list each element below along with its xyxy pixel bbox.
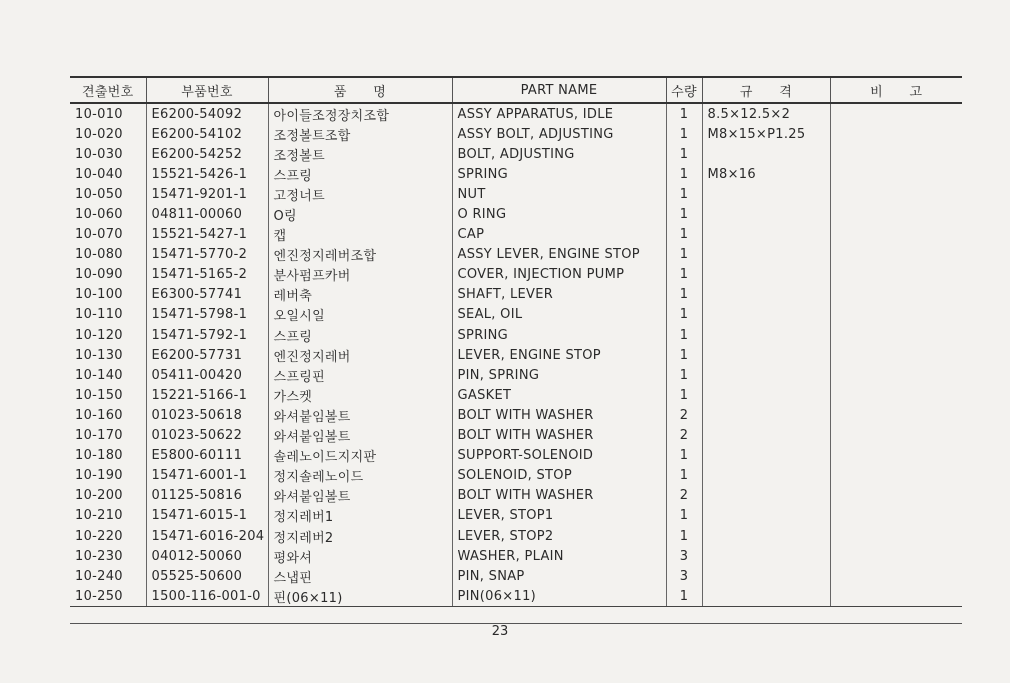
parts-table (70, 76, 962, 607)
spec-cell (702, 245, 830, 265)
header-remark: 비 고 (830, 77, 962, 103)
name-kr-cell: 오일시일 (268, 305, 452, 325)
spec-cell (702, 466, 830, 486)
ref-no-cell: 10-160 (70, 405, 146, 425)
spec-cell (702, 325, 830, 345)
table-row (70, 325, 962, 345)
spec-cell (702, 265, 830, 285)
remark-cell (830, 486, 962, 506)
qty-cell: 1 (666, 305, 702, 325)
spec-cell (702, 225, 830, 245)
remark-cell (830, 204, 962, 224)
ref-no-cell: 10-110 (70, 305, 146, 325)
table-row (70, 466, 962, 486)
spec-cell (702, 566, 830, 586)
table-row (70, 225, 962, 245)
spec-cell (702, 285, 830, 305)
qty-cell: 1 (666, 285, 702, 305)
table-header-row (70, 77, 962, 103)
remark-cell (830, 566, 962, 586)
ref-no-cell: 10-070 (70, 225, 146, 245)
ref-no-cell: 10-120 (70, 325, 146, 345)
ref-no-cell: 10-020 (70, 124, 146, 144)
header-part-no: 부품번호 (146, 77, 268, 103)
qty-cell: 1 (666, 506, 702, 526)
qty-cell: 1 (666, 385, 702, 405)
ref-no-cell: 10-050 (70, 184, 146, 204)
spec-cell (702, 345, 830, 365)
ref-no-cell: 10-190 (70, 466, 146, 486)
table-row (70, 345, 962, 365)
spec-cell (702, 426, 830, 446)
part-no-cell: E5800-60111 (146, 446, 268, 466)
ref-no-cell: 10-240 (70, 566, 146, 586)
name-kr-cell: 정지솔레노이드 (268, 466, 452, 486)
table-row (70, 566, 962, 586)
name-kr-cell: 스프링 (268, 164, 452, 184)
remark-cell (830, 426, 962, 446)
qty-cell: 1 (666, 446, 702, 466)
qty-cell: 1 (666, 184, 702, 204)
name-kr-cell: 고정너트 (268, 184, 452, 204)
qty-cell: 1 (666, 144, 702, 164)
remark-cell (830, 345, 962, 365)
part-name-cell: ASSY BOLT, ADJUSTING (452, 124, 666, 144)
name-kr-cell: 엔진정지레버 (268, 345, 452, 365)
part-name-cell: SOLENOID, STOP (452, 466, 666, 486)
ref-no-cell: 10-010 (70, 103, 146, 124)
header-qty: 수량 (666, 77, 702, 103)
header-name-kr: 품 명 (268, 77, 452, 103)
spec-cell (702, 144, 830, 164)
qty-cell: 3 (666, 566, 702, 586)
name-kr-cell: 조정볼트조합 (268, 124, 452, 144)
qty-cell: 1 (666, 325, 702, 345)
ref-no-cell: 10-250 (70, 586, 146, 607)
part-no-cell: 15471-6015-1 (146, 506, 268, 526)
remark-cell (830, 446, 962, 466)
part-name-cell: SPRING (452, 164, 666, 184)
ref-no-cell: 10-060 (70, 204, 146, 224)
remark-cell (830, 285, 962, 305)
part-name-cell: BOLT, ADJUSTING (452, 144, 666, 164)
ref-no-cell: 10-180 (70, 446, 146, 466)
part-no-cell: E6200-54102 (146, 124, 268, 144)
part-name-cell: NUT (452, 184, 666, 204)
qty-cell: 1 (666, 265, 702, 285)
ref-no-cell: 10-080 (70, 245, 146, 265)
spec-cell: M8×16 (702, 164, 830, 184)
name-kr-cell: 와셔붙임볼트 (268, 486, 452, 506)
ref-no-cell: 10-230 (70, 546, 146, 566)
part-no-cell: 04012-50060 (146, 546, 268, 566)
name-kr-cell: 가스켓 (268, 385, 452, 405)
ref-no-cell: 10-210 (70, 506, 146, 526)
part-name-cell: WASHER, PLAIN (452, 546, 666, 566)
part-no-cell: 15471-5792-1 (146, 325, 268, 345)
name-kr-cell: 캡 (268, 225, 452, 245)
part-no-cell: 15471-6001-1 (146, 466, 268, 486)
name-kr-cell: 스프링핀 (268, 365, 452, 385)
qty-cell: 1 (666, 365, 702, 385)
table-row (70, 486, 962, 506)
spec-cell (702, 486, 830, 506)
qty-cell: 1 (666, 466, 702, 486)
spec-cell (702, 405, 830, 425)
table-row (70, 365, 962, 385)
remark-cell (830, 526, 962, 546)
name-kr-cell: 레버축 (268, 285, 452, 305)
name-kr-cell: 엔진정지레버조합 (268, 245, 452, 265)
qty-cell: 1 (666, 103, 702, 124)
part-name-cell: SEAL, OIL (452, 305, 666, 325)
remark-cell (830, 466, 962, 486)
name-kr-cell: 와셔붙임볼트 (268, 405, 452, 425)
part-name-cell: ASSY APPARATUS, IDLE (452, 103, 666, 124)
remark-cell (830, 305, 962, 325)
part-no-cell: 01023-50618 (146, 405, 268, 425)
remark-cell (830, 225, 962, 245)
header-part-name: PART NAME (452, 77, 666, 103)
ref-no-cell: 10-090 (70, 265, 146, 285)
remark-cell (830, 506, 962, 526)
spec-cell (702, 546, 830, 566)
spec-cell: M8×15×P1.25 (702, 124, 830, 144)
spec-cell (702, 526, 830, 546)
name-kr-cell: O링 (268, 204, 452, 224)
name-kr-cell: 스프링 (268, 325, 452, 345)
remark-cell (830, 385, 962, 405)
table-row (70, 305, 962, 325)
part-name-cell: CAP (452, 225, 666, 245)
qty-cell: 1 (666, 164, 702, 184)
part-name-cell: PIN(06×11) (452, 586, 666, 607)
name-kr-cell: 정지레버1 (268, 506, 452, 526)
part-name-cell: LEVER, ENGINE STOP (452, 345, 666, 365)
table-row (70, 385, 962, 405)
part-name-cell: SHAFT, LEVER (452, 285, 666, 305)
remark-cell (830, 164, 962, 184)
qty-cell: 1 (666, 245, 702, 265)
part-no-cell: 15471-5770-2 (146, 245, 268, 265)
table-row (70, 245, 962, 265)
table-row (70, 164, 962, 184)
table-row (70, 526, 962, 546)
part-name-cell: GASKET (452, 385, 666, 405)
remark-cell (830, 546, 962, 566)
header-spec: 규 격 (702, 77, 830, 103)
ref-no-cell: 10-200 (70, 486, 146, 506)
part-no-cell: 05525-50600 (146, 566, 268, 586)
remark-cell (830, 245, 962, 265)
spec-cell: 8.5×12.5×2 (702, 103, 830, 124)
part-name-cell: ASSY LEVER, ENGINE STOP (452, 245, 666, 265)
name-kr-cell: 아이들조정장치조합 (268, 103, 452, 124)
part-no-cell: 15521-5427-1 (146, 225, 268, 245)
qty-cell: 2 (666, 405, 702, 425)
table-row (70, 405, 962, 425)
ref-no-cell: 10-170 (70, 426, 146, 446)
part-no-cell: E6300-57741 (146, 285, 268, 305)
remark-cell (830, 265, 962, 285)
table-row (70, 546, 962, 566)
table-row (70, 426, 962, 446)
table-row (70, 446, 962, 466)
qty-cell: 1 (666, 124, 702, 144)
table-row (70, 285, 962, 305)
ref-no-cell: 10-040 (70, 164, 146, 184)
part-name-cell: SPRING (452, 325, 666, 345)
ref-no-cell: 10-220 (70, 526, 146, 546)
name-kr-cell: 핀(06×11) (268, 586, 452, 607)
table-body (70, 103, 962, 607)
ref-no-cell: 10-150 (70, 385, 146, 405)
part-name-cell: BOLT WITH WASHER (452, 486, 666, 506)
part-no-cell: E6200-54092 (146, 103, 268, 124)
part-no-cell: 01125-50816 (146, 486, 268, 506)
remark-cell (830, 184, 962, 204)
name-kr-cell: 스냅핀 (268, 566, 452, 586)
part-name-cell: SUPPORT-SOLENOID (452, 446, 666, 466)
spec-cell (702, 305, 830, 325)
table-row (70, 144, 962, 164)
spec-cell (702, 586, 830, 607)
qty-cell: 2 (666, 426, 702, 446)
ref-no-cell: 10-140 (70, 365, 146, 385)
table-row (70, 184, 962, 204)
name-kr-cell: 평와셔 (268, 546, 452, 566)
spec-cell (702, 506, 830, 526)
name-kr-cell: 조정볼트 (268, 144, 452, 164)
table-row (70, 586, 962, 607)
part-no-cell: E6200-57731 (146, 345, 268, 365)
table-row (70, 506, 962, 526)
part-no-cell: 15471-5798-1 (146, 305, 268, 325)
header-ref-no: 견출번호 (70, 77, 146, 103)
ref-no-cell: 10-030 (70, 144, 146, 164)
part-no-cell: 15221-5166-1 (146, 385, 268, 405)
name-kr-cell: 와셔붙임볼트 (268, 426, 452, 446)
name-kr-cell: 분사펌프카버 (268, 265, 452, 285)
spec-cell (702, 385, 830, 405)
part-no-cell: 04811-00060 (146, 204, 268, 224)
qty-cell: 1 (666, 586, 702, 607)
remark-cell (830, 144, 962, 164)
remark-cell (830, 103, 962, 124)
part-name-cell: PIN, SNAP (452, 566, 666, 586)
qty-cell: 1 (666, 204, 702, 224)
name-kr-cell: 정지레버2 (268, 526, 452, 546)
part-name-cell: COVER, INJECTION PUMP (452, 265, 666, 285)
remark-cell (830, 586, 962, 607)
part-name-cell: BOLT WITH WASHER (452, 405, 666, 425)
remark-cell (830, 124, 962, 144)
remark-cell (830, 325, 962, 345)
table-row (70, 265, 962, 285)
spec-cell (702, 365, 830, 385)
remark-cell (830, 365, 962, 385)
ref-no-cell: 10-130 (70, 345, 146, 365)
spec-cell (702, 204, 830, 224)
part-no-cell: 15471-9201-1 (146, 184, 268, 204)
table-row (70, 124, 962, 144)
part-no-cell: 05411-00420 (146, 365, 268, 385)
part-no-cell: 15521-5426-1 (146, 164, 268, 184)
part-no-cell: 15471-5165-2 (146, 265, 268, 285)
table-row (70, 204, 962, 224)
name-kr-cell: 솔레노이드지지판 (268, 446, 452, 466)
part-name-cell: BOLT WITH WASHER (452, 426, 666, 446)
qty-cell: 1 (666, 225, 702, 245)
ref-no-cell: 10-100 (70, 285, 146, 305)
qty-cell: 1 (666, 345, 702, 365)
page-number: 23 (491, 624, 509, 639)
part-no-cell: 01023-50622 (146, 426, 268, 446)
qty-cell: 3 (666, 546, 702, 566)
qty-cell: 1 (666, 526, 702, 546)
part-no-cell: 1500-116-001-0 (146, 586, 268, 607)
part-name-cell: LEVER, STOP2 (452, 526, 666, 546)
part-no-cell: 15471-6016-204 (146, 526, 268, 546)
spec-cell (702, 446, 830, 466)
table-row (70, 103, 962, 124)
qty-cell: 2 (666, 486, 702, 506)
remark-cell (830, 405, 962, 425)
part-name-cell: O RING (452, 204, 666, 224)
part-name-cell: LEVER, STOP1 (452, 506, 666, 526)
part-no-cell: E6200-54252 (146, 144, 268, 164)
spec-cell (702, 184, 830, 204)
part-name-cell: PIN, SPRING (452, 365, 666, 385)
